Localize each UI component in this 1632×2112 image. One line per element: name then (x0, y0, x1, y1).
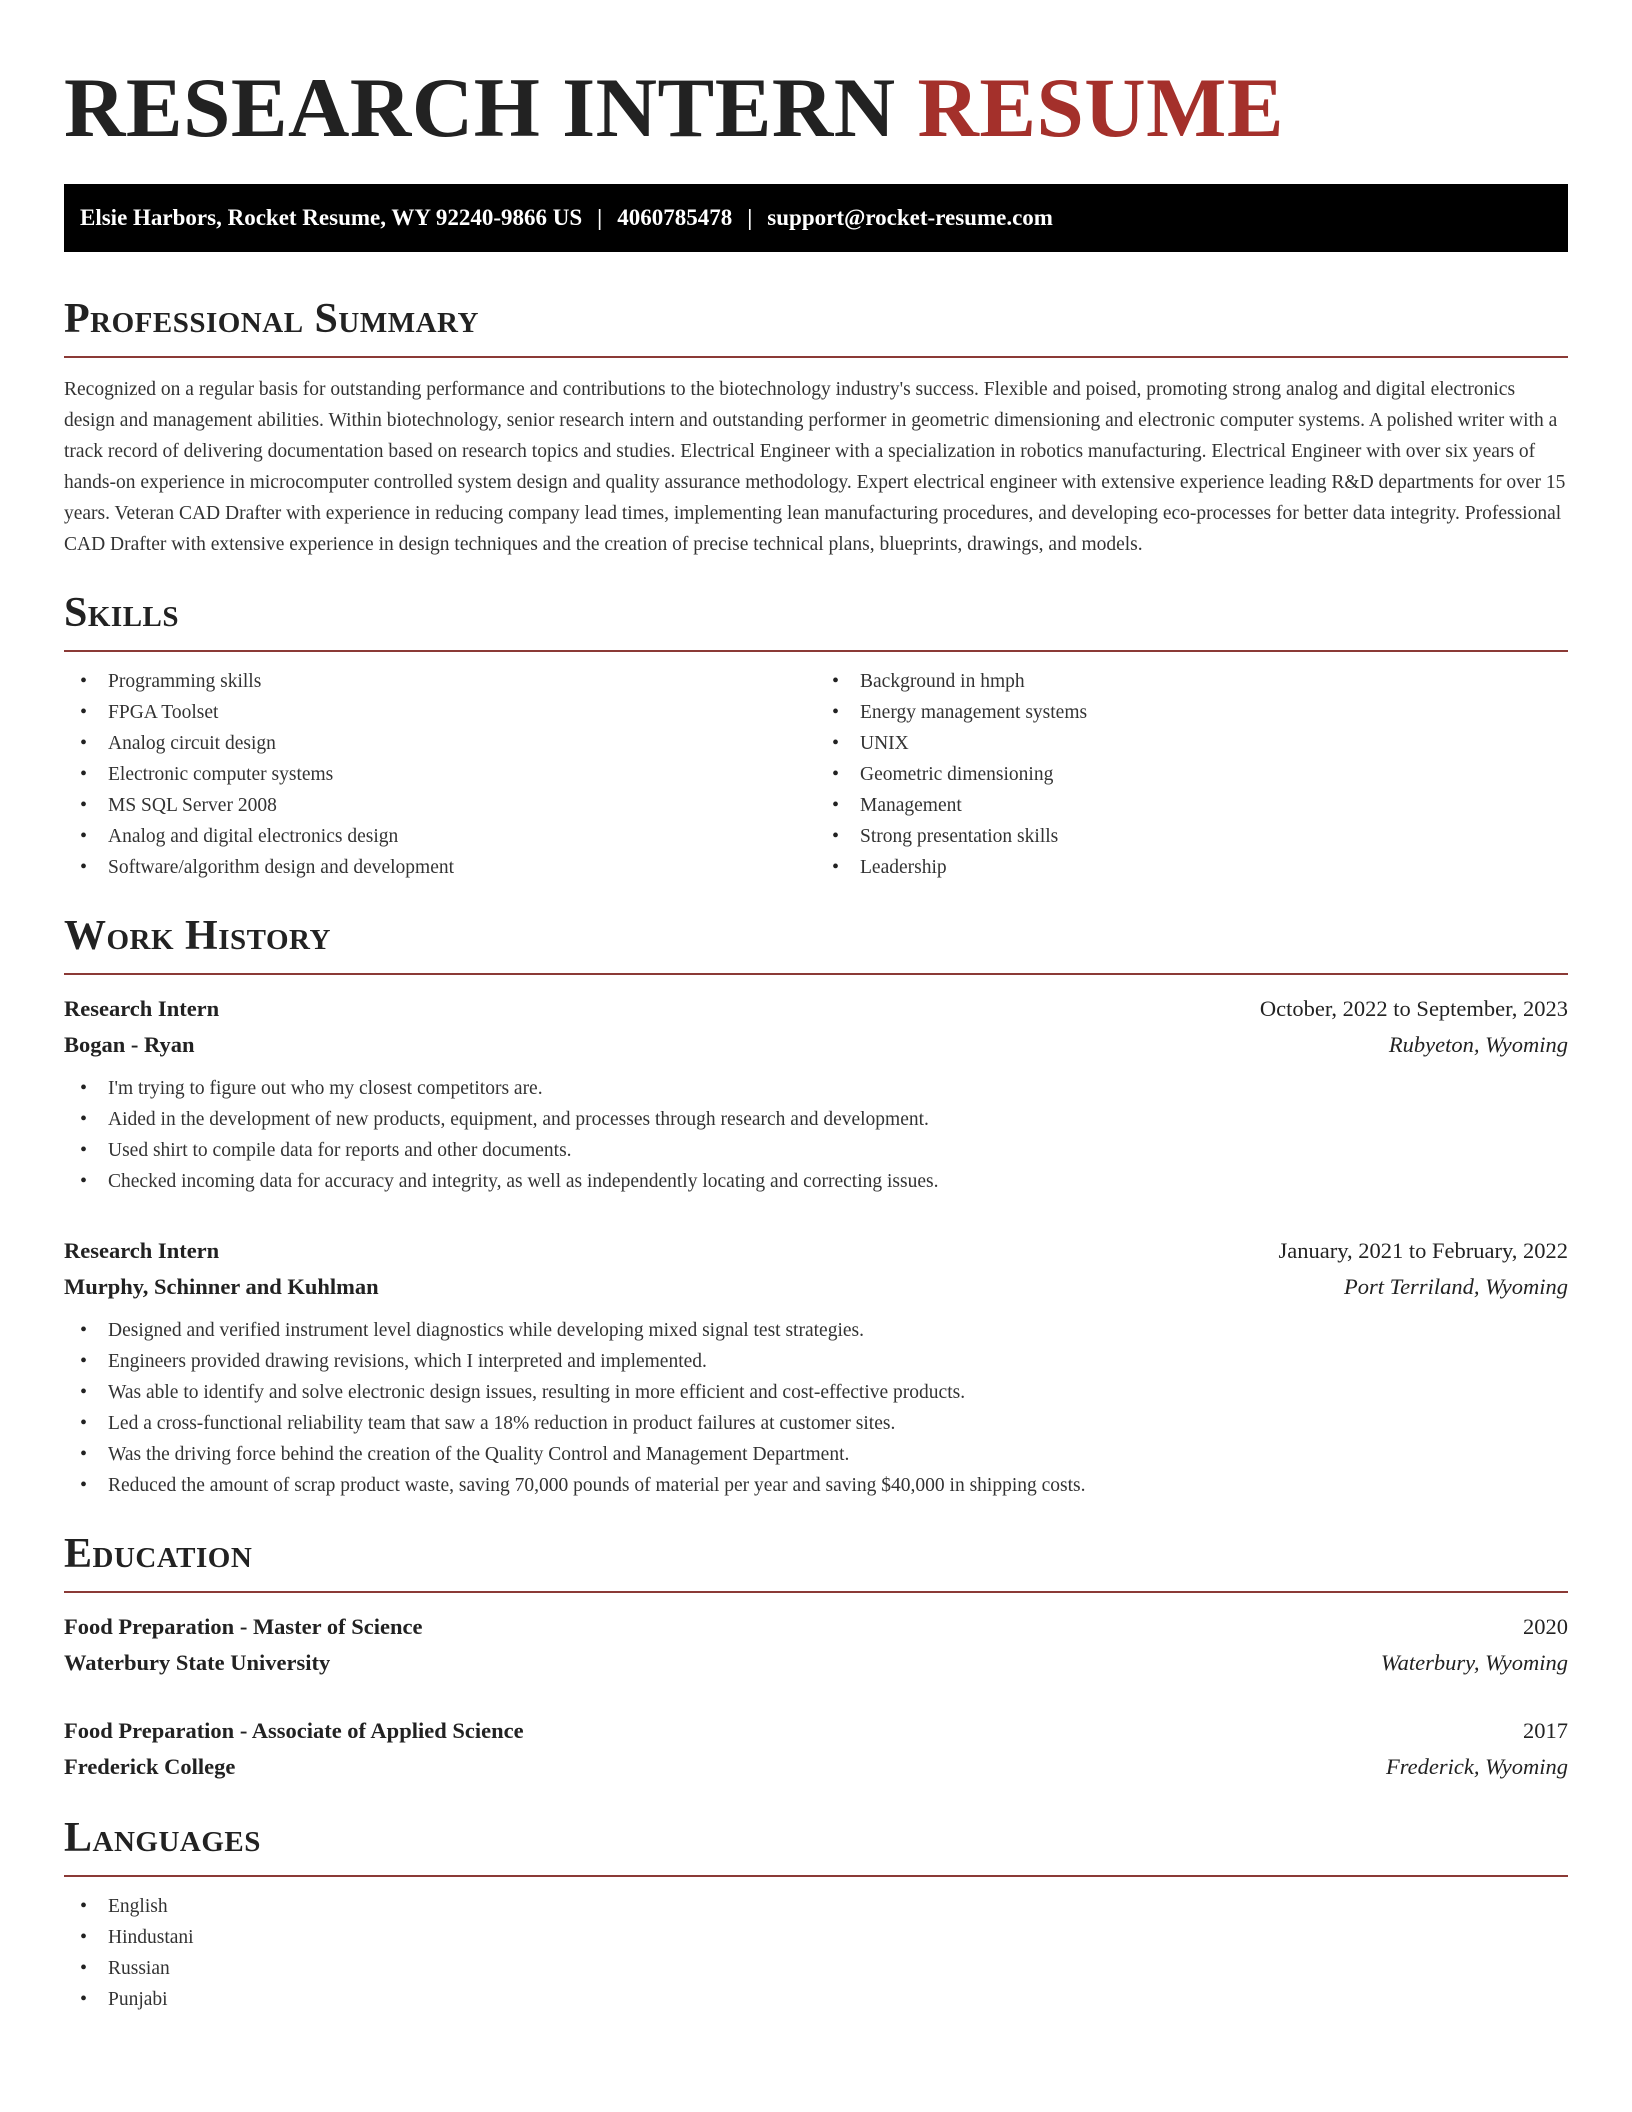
skill-item: • Analog circuit design (64, 728, 816, 759)
education-school-row (64, 1645, 1568, 1681)
skill-item: • Leadership (816, 852, 1568, 883)
contact-address: Elsie Harbors, Rocket Resume, WY 92240-9866 US (80, 205, 583, 230)
job-bullet: • Aided in the development of new products, equipment, and processes through research and development. (64, 1104, 1568, 1135)
education-year: 2020 (1523, 1614, 1568, 1639)
contact-separator: | (597, 205, 603, 230)
education-school: Waterbury State University (64, 1650, 331, 1675)
job-bullet: • Reduced the amount of scrap product waste, saving 70,000 pounds of material per year and saving $40,000 in shipping costs. (64, 1470, 1568, 1501)
job-title: Research Intern (64, 1238, 220, 1263)
education-heading: Education (64, 1531, 1568, 1593)
education-section (64, 1531, 1568, 1785)
education-entry (64, 1609, 1568, 1681)
skills-heading: Skills (64, 590, 1568, 652)
job-bullet: • Engineers provided drawing revisions, which I interpreted and implemented. (64, 1346, 1568, 1377)
skill-item: • Management (816, 790, 1568, 821)
skills-list-left (64, 666, 816, 883)
job-bullet: • Used shirt to compile data for reports and other documents. (64, 1135, 1568, 1166)
contact-separator: | (747, 205, 753, 230)
education-year: 2017 (1523, 1718, 1568, 1743)
job-bullet: • I'm trying to figure out who my closest competitors are. (64, 1073, 1568, 1104)
job-bullet: • Was the driving force behind the creation of the Quality Control and Management Department. (64, 1439, 1568, 1470)
title-main: RESEARCH INTERN (64, 61, 896, 155)
job-entry (64, 1233, 1568, 1501)
skill-item: • Electronic computer systems (64, 759, 816, 790)
job-bullet: • Checked incoming data for accuracy and integrity, as well as independently locating and correcting issues. (64, 1166, 1568, 1197)
job-location: Rubyeton, Wyoming (1388, 1032, 1568, 1057)
job-dates: October, 2022 to September, 2023 (1259, 996, 1568, 1021)
skill-item: • Background in hmph (816, 666, 1568, 697)
education-degree: Food Preparation - Associate of Applied Science (64, 1718, 524, 1743)
job-bullet: • Was able to identify and solve electronic design issues, resulting in more efficient and cost-effective products. (64, 1377, 1568, 1408)
skill-item: • Analog and digital electronics design (64, 821, 816, 852)
language-item: • Russian (64, 1953, 1568, 1984)
job-bullets (64, 1073, 1568, 1197)
skill-item: • Geometric dimensioning (816, 759, 1568, 790)
education-degree-row (64, 1609, 1568, 1645)
education-degree-row (64, 1713, 1568, 1749)
job-title: Research Intern (64, 996, 220, 1021)
job-location: Port Terriland, Wyoming (1344, 1274, 1568, 1299)
job-company-row (64, 1269, 1568, 1305)
work-section (64, 913, 1568, 1501)
job-bullet: • Led a cross-functional reliability team that saw a 18% reduction in product failures at customer sites. (64, 1408, 1568, 1439)
skills-columns (64, 652, 1568, 883)
languages-list (64, 1891, 1568, 2015)
education-school-row (64, 1749, 1568, 1785)
contact-phone: 4060785478 (617, 205, 733, 230)
skills-section (64, 590, 1568, 883)
summary-section (64, 296, 1568, 560)
languages-heading: Languages (64, 1815, 1568, 1877)
languages-section (64, 1815, 1568, 2015)
job-title-row (64, 1233, 1568, 1269)
skill-item: • Programming skills (64, 666, 816, 697)
skill-item: • FPGA Toolset (64, 697, 816, 728)
education-school: Frederick College (64, 1754, 236, 1779)
skill-item: • MS SQL Server 2008 (64, 790, 816, 821)
job-bullet: • Designed and verified instrument level diagnostics while developing mixed signal test strategies. (64, 1315, 1568, 1346)
summary-heading: Professional Summary (64, 296, 1568, 358)
education-entry (64, 1713, 1568, 1785)
title-accent: RESUME (917, 61, 1285, 155)
job-title-row (64, 991, 1568, 1027)
summary-text: Recognized on a regular basis for outstanding performance and contributions to the biotechnology industry's success. Flexible and poised, promoting strong analog and digital electronics design and management abilities. Within biotechnology, senior research intern and outstanding performer in geometric dimensioning and electronic computer systems. A polished writer with a track record of delivering documentation based on research topics and studies. Electrical Engineer with a specialization in robotics manufacturing. Electrical Engineer with over six years of hands-on experience in microcomputer controlled system design and quality assurance methodology. Expert electrical engineer with extensive experience leading R&D departments for over 15 years. Veteran CAD Drafter with experience in reducing company lead times, implementing lean manufacturing procedures, and developing eco-processes for better data integrity. Professional CAD Drafter with extensive experience in design techniques and the creation of precise technical plans, blueprints, drawings, and models. (64, 379, 1566, 555)
job-company: Murphy, Schinner and Kuhlman (64, 1274, 379, 1299)
skill-item: • Software/algorithm design and development (64, 852, 816, 883)
job-company: Bogan - Ryan (64, 1032, 195, 1057)
skill-item: • UNIX (816, 728, 1568, 759)
skill-item: • Strong presentation skills (816, 821, 1568, 852)
skill-item: • Energy management systems (816, 697, 1568, 728)
job-bullets (64, 1315, 1568, 1501)
contact-email: support@rocket-resume.com (767, 205, 1053, 230)
resume-title (64, 62, 1568, 154)
skills-list-right (816, 666, 1568, 883)
job-dates: January, 2021 to February, 2022 (1278, 1238, 1568, 1263)
work-heading: Work History (64, 913, 1568, 975)
language-item: • Punjabi (64, 1984, 1568, 2015)
contact-bar (64, 184, 1568, 252)
language-item: • English (64, 1891, 1568, 1922)
job-company-row (64, 1027, 1568, 1063)
education-degree: Food Preparation - Master of Science (64, 1614, 423, 1639)
education-location: Frederick, Wyoming (1385, 1754, 1568, 1779)
job-entry (64, 991, 1568, 1197)
language-item: • Hindustani (64, 1922, 1568, 1953)
education-location: Waterbury, Wyoming (1380, 1650, 1568, 1675)
